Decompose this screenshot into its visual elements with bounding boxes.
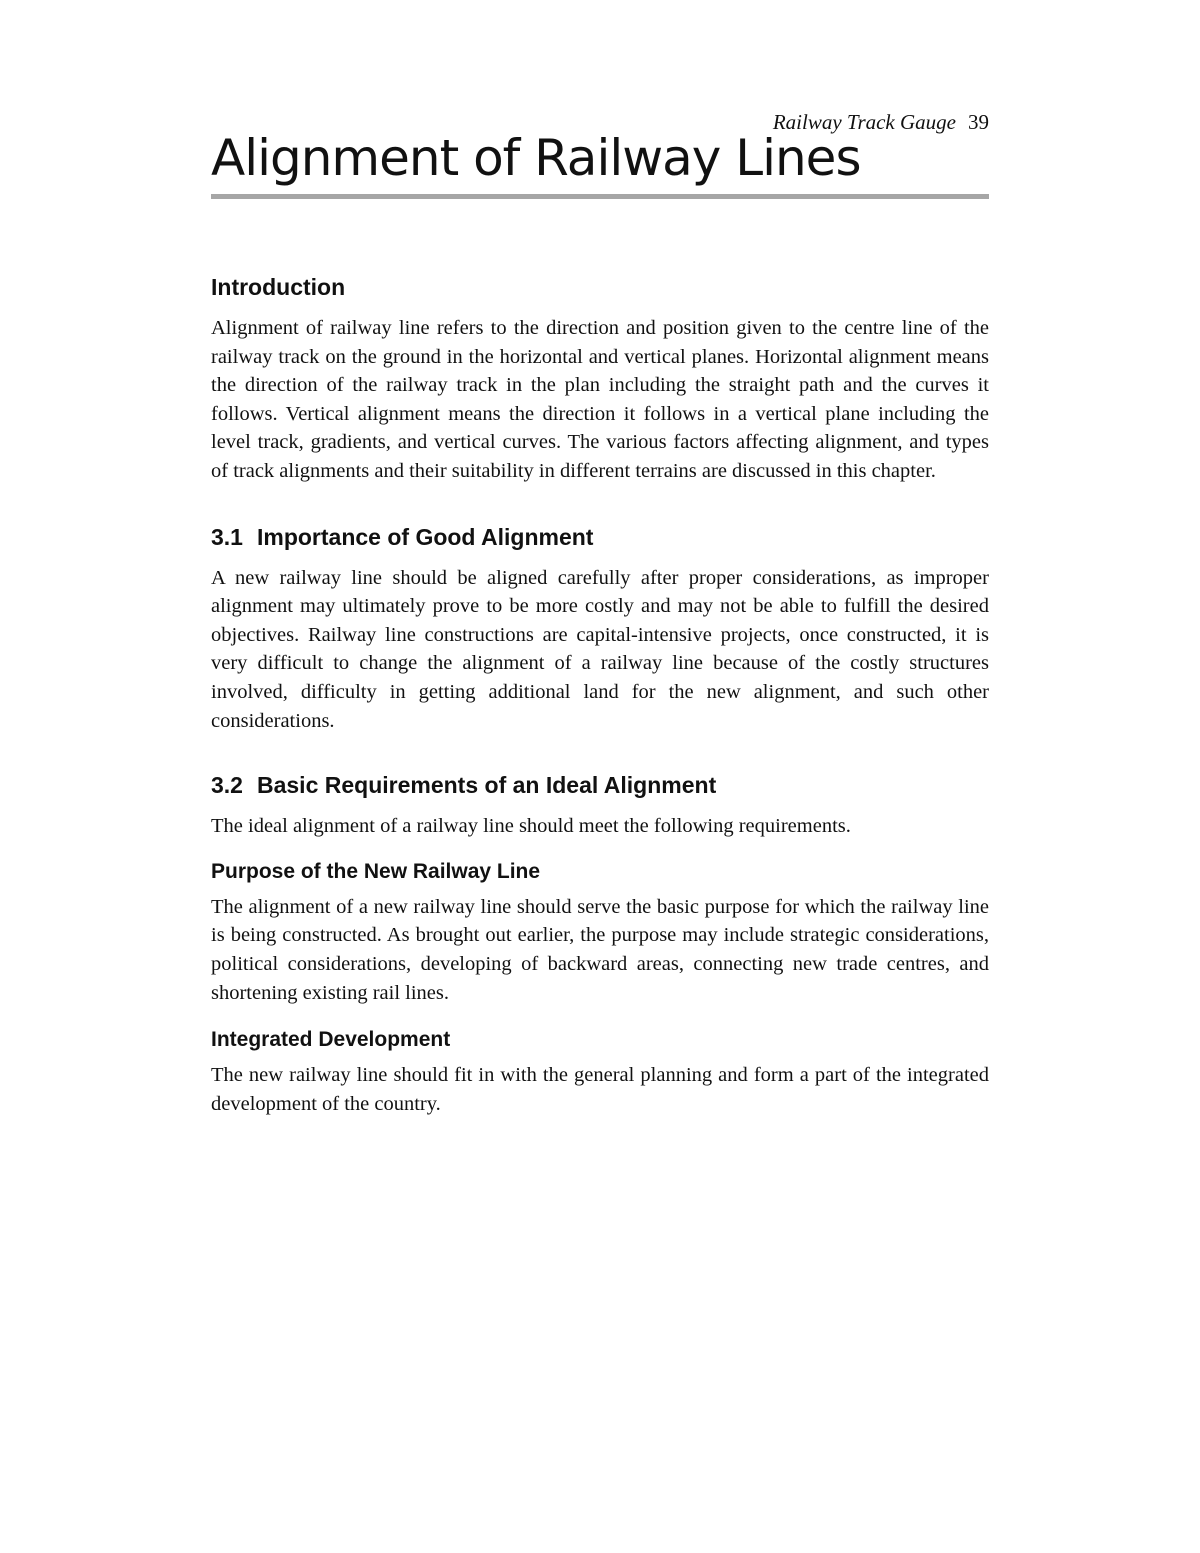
section-number: 3.1 [211,523,243,550]
page-number: 39 [968,110,989,134]
section-heading-text: Basic Requirements of an Ideal Alignment [256,772,717,799]
section-paragraph-3-1: A new railway line should be aligned carefully after proper considerations, as improper alignment may ultimately prove to be more costly and may not be able to fulfill the desired objectives. Railway line constructions are capital-intensive projects, once constructed, it is very difficult to change the alignment of a railway line because of the costly structures involved, difficulty in getting additional land for the new alignment, and such other considerations. [211,566,989,732]
subsection-paragraph-integrated-development: The new railway line should fit in with the general planning and form a part of the integrated development of the country. [211,1064,989,1115]
section-heading-3-1 [211,520,989,554]
section-3-1 [211,520,989,736]
section-heading-introduction: Introduction [211,274,346,300]
subsection-paragraph-purpose: The alignment of a new railway line should serve the basic purpose for which the railway line is being constructed. As brought out earlier, the purpose may include strategic considerations, political considerations, developing of backward areas, connecting new trade centres, and shortening existing rail lines. [211,895,989,1004]
title-divider [211,194,989,199]
subsection-heading-purpose: Purpose of the New Railway Line [211,859,541,883]
subsection-heading-integrated-development: Integrated Development [211,1028,451,1052]
subsection-purpose [211,857,989,1007]
chapter-content [211,270,989,1118]
section-heading-text: Importance of Good Alignment [256,523,594,550]
section-paragraph-3-2: The ideal alignment of a railway line should meet the following requirements. [211,815,851,838]
chapter-title: Alignment of Railway Lines [211,129,861,187]
section-heading-3-2 [211,768,989,802]
section-introduction [211,270,989,486]
section-3-2 [211,768,989,1118]
running-header-title: Railway Track Gauge [772,110,956,134]
subsection-integrated-development [211,1025,989,1118]
section-paragraph-introduction: Alignment of railway line refers to the direction and position given to the centre line of the railway track on the ground in the horizontal and vertical planes. Horizontal alignment means the direction of the railway track in the plan including the straight path and the curves it follows. Vertical alignment means the direction it follows in a vertical plane including the level track, gradients, and vertical curves. The various factors affecting alignment, and types of track alignments and their suitability in different terrains are discussed in this chapter. [211,317,989,482]
section-number: 3.2 [211,772,243,799]
